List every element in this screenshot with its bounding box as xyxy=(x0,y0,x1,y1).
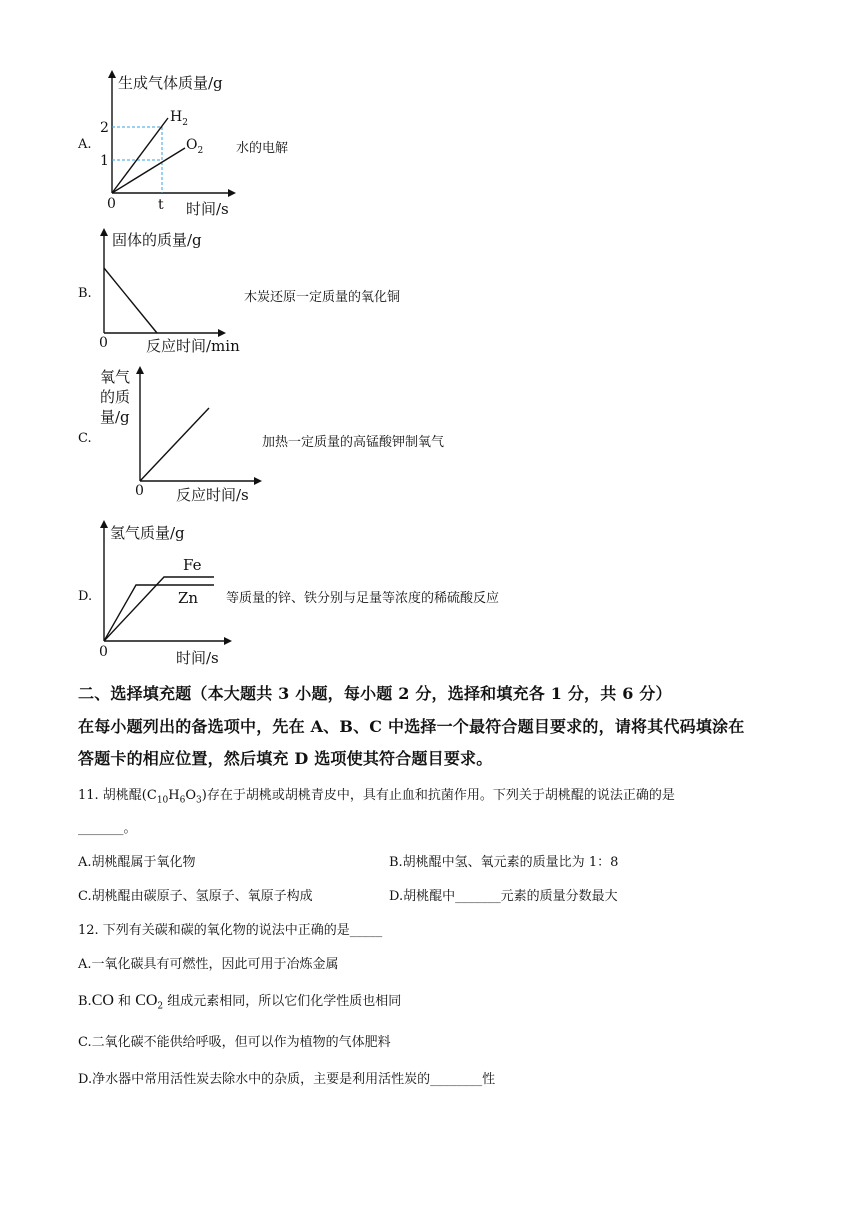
q11-option-d: D.胡桃醌中_______元素的质量分数最大 xyxy=(389,889,618,904)
x-axis-label: 时间/s xyxy=(186,200,229,218)
q12-b-prefix: B. xyxy=(78,994,92,1009)
q12-b-co: CO xyxy=(91,992,114,1009)
q11-sub-c: 10 xyxy=(156,795,169,806)
q12-b-co2-sub: 2 xyxy=(157,1001,164,1012)
option-b-letter: B. xyxy=(78,286,92,301)
y-axis-label: 固体的质量/g xyxy=(112,231,202,249)
q11-option-a: A.胡桃醌属于氧化物 xyxy=(78,855,196,870)
q11-stem-rest: )存在于胡桃或胡桃青皮中，具有止血和抗菌作用。下列关于胡桃醌的说法正确的是 xyxy=(201,788,675,803)
option-c-letter: C. xyxy=(78,431,92,446)
x-axis-label: 反应时间/s xyxy=(176,486,249,504)
q12-option-b xyxy=(78,990,401,1012)
q11-h: H xyxy=(168,788,180,803)
x-axis-label: 时间/s xyxy=(176,649,219,667)
option-d-letter: D. xyxy=(78,589,93,604)
q12-b-co2: CO xyxy=(135,992,158,1009)
section-title: 二、选择填充题（本大题共 3 小题，每小题 2 分，选择和填充各 1 分，共 6 分） xyxy=(78,684,672,703)
x-tick-t: t xyxy=(158,197,164,213)
q12-stem: 12. 下列有关碳和碳的氧化物的说法中正确的是_____ xyxy=(78,923,383,938)
y-axis-label-line-1: 氧气 xyxy=(100,368,131,386)
q11-prefix: 11. 胡桃醌(C xyxy=(78,788,157,803)
y-axis-label: 氢气质量/g xyxy=(110,524,185,542)
q11-stem xyxy=(78,784,675,806)
fe-line xyxy=(104,577,214,641)
q11-option-c: C.胡桃醌由碳原子、氢原子、氧原子构成 xyxy=(78,889,313,904)
section-instruction-line-2: 答题卡的相应位置，然后填充 D 选项使其符合题目要求。 xyxy=(78,749,493,768)
origin-label: 0 xyxy=(135,483,144,499)
option-d-description: 等质量的锌、铁分别与足量等浓度的稀硫酸反应 xyxy=(226,591,500,606)
q11-sub-h: 6 xyxy=(179,795,186,806)
section-instruction-line-1: 在每小题列出的备选项中，先在 A、B、C 中选择一个最符合题目要求的，请将其代码填涂在 xyxy=(78,717,745,736)
y-axis-label-line-3: 量/g xyxy=(100,408,130,426)
q11-sub-o: 3 xyxy=(196,795,202,806)
q12-b-and: 和 xyxy=(113,994,136,1009)
q11-option-b: B.胡桃醌中氢、氧元素的质量比为 1：8 xyxy=(389,855,619,870)
h2-line xyxy=(112,118,168,193)
q12-option-d: D.净水器中常用活性炭去除水中的杂质，主要是利用活性炭的________性 xyxy=(78,1072,496,1087)
h2-label: $H_2$ xyxy=(170,109,188,128)
o2-line xyxy=(112,148,185,193)
zn-label: Zn xyxy=(178,589,199,607)
q12-b-rest: 组成元素相同，所以它们化学性质也相同 xyxy=(163,994,402,1009)
oxygen-mass-line xyxy=(140,408,209,481)
q11-o: O xyxy=(185,788,197,803)
q12-option-c: C.二氧化碳不能供给呼吸，但可以作为植物的气体肥料 xyxy=(78,1035,391,1050)
option-a-letter: A. xyxy=(78,137,92,152)
option-b-description: 木炭还原一定质量的氧化铜 xyxy=(244,290,401,305)
solid-mass-line xyxy=(104,268,157,333)
x-axis-label: 反应时间/min xyxy=(146,337,240,355)
y-axis-label: 生成气体质量/g xyxy=(118,74,223,92)
graph-b xyxy=(90,226,250,356)
origin-label: 0 xyxy=(99,644,108,660)
graph-c xyxy=(96,364,276,509)
option-c-description: 加热一定质量的高锰酸钾制氧气 xyxy=(262,435,445,450)
graph-a xyxy=(90,68,250,218)
fe-label: Fe xyxy=(183,556,202,574)
y-axis-label-line-2: 的质 xyxy=(100,388,131,406)
q11-answer-blank: _______。 xyxy=(78,821,137,836)
o2-label: $O_2$ xyxy=(186,137,204,156)
y-tick-2: 2 xyxy=(100,120,109,136)
y-tick-1: 1 xyxy=(100,153,109,169)
origin-label: 0 xyxy=(99,335,108,351)
q12-option-a: A.一氧化碳具有可燃性，因此可用于冶炼金属 xyxy=(78,957,339,972)
graph-d xyxy=(90,518,240,668)
option-a-description: 水的电解 xyxy=(236,141,289,156)
origin-label: 0 xyxy=(107,196,116,212)
